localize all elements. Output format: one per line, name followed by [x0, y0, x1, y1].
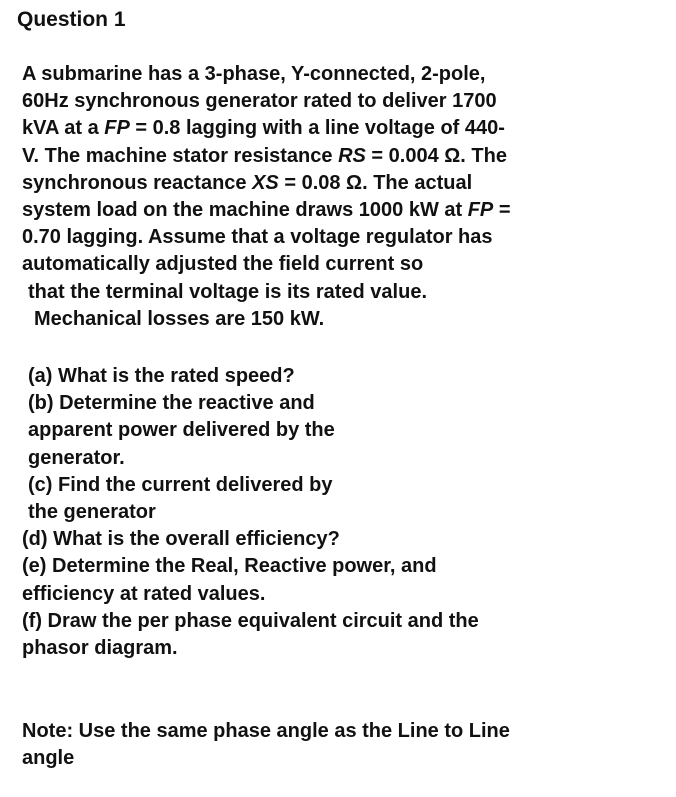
variable-symbol: RS	[338, 144, 366, 167]
question-part-line: (b) Determine the reactive and	[28, 392, 315, 415]
question-part-line: (c) Find the current delivered by	[28, 473, 333, 496]
question-part-line: generator.	[28, 446, 125, 469]
statement-text: 60Hz synchronous generator rated to deliver 1700	[22, 90, 497, 113]
note-text	[22, 718, 672, 772]
question-part-line: efficiency at rated values.	[22, 582, 266, 605]
statement-line	[22, 279, 672, 306]
statement-text: system load on the machine draws 1000 kW at	[22, 198, 468, 221]
note-line: angle	[22, 747, 75, 770]
variable-symbol: XS	[252, 171, 279, 194]
question-part-line: (e) Determine the Real, Reactive power, and	[22, 555, 437, 578]
question-parts-list	[22, 363, 672, 662]
statement-text: that the terminal voltage is its rated value.	[28, 280, 428, 303]
question-part-line: apparent power delivered by the	[28, 419, 335, 442]
statement-text: = 0.004 Ω. The	[365, 144, 507, 167]
statement-line	[22, 197, 672, 224]
statement-line	[22, 143, 672, 170]
problem-statement	[22, 61, 672, 333]
statement-text: =	[493, 198, 511, 221]
variable-symbol: FP	[467, 198, 494, 221]
statement-line	[22, 224, 672, 251]
question-title: Question 1	[17, 8, 126, 31]
statement-line	[22, 251, 672, 278]
question-part-line: (d) What is the overall efficiency?	[22, 528, 340, 551]
statement-line	[22, 115, 672, 142]
question-part-line: the generator	[28, 500, 156, 523]
note-line: Note: Use the same phase angle as the Line to Line	[22, 720, 510, 742]
statement-line	[22, 170, 672, 197]
statement-text: Mechanical losses are 150 kW.	[34, 307, 325, 330]
statement-text: synchronous reactance	[22, 171, 253, 194]
statement-text: = 0.08 Ω. The actual	[278, 171, 473, 194]
statement-text: automatically adjusted the field current so	[22, 253, 424, 276]
statement-text: A submarine has a 3-phase, Y-connected, 2-pole,	[22, 63, 486, 85]
variable-symbol: FP	[104, 117, 130, 140]
statement-line	[22, 61, 672, 88]
statement-text: V. The machine stator resistance	[22, 144, 339, 167]
question-part-line: phasor diagram.	[22, 636, 178, 659]
statement-text: kVA at a	[22, 117, 105, 140]
question-part-line: (a) What is the rated speed?	[28, 365, 295, 387]
statement-line	[22, 88, 672, 115]
statement-text: = 0.8 lagging with a line voltage of 440-	[129, 117, 505, 140]
statement-text: 0.70 lagging. Assume that a voltage regulator has	[22, 226, 493, 249]
question-part-line: (f) Draw the per phase equivalent circuit and the	[22, 609, 479, 632]
statement-line	[22, 306, 672, 333]
